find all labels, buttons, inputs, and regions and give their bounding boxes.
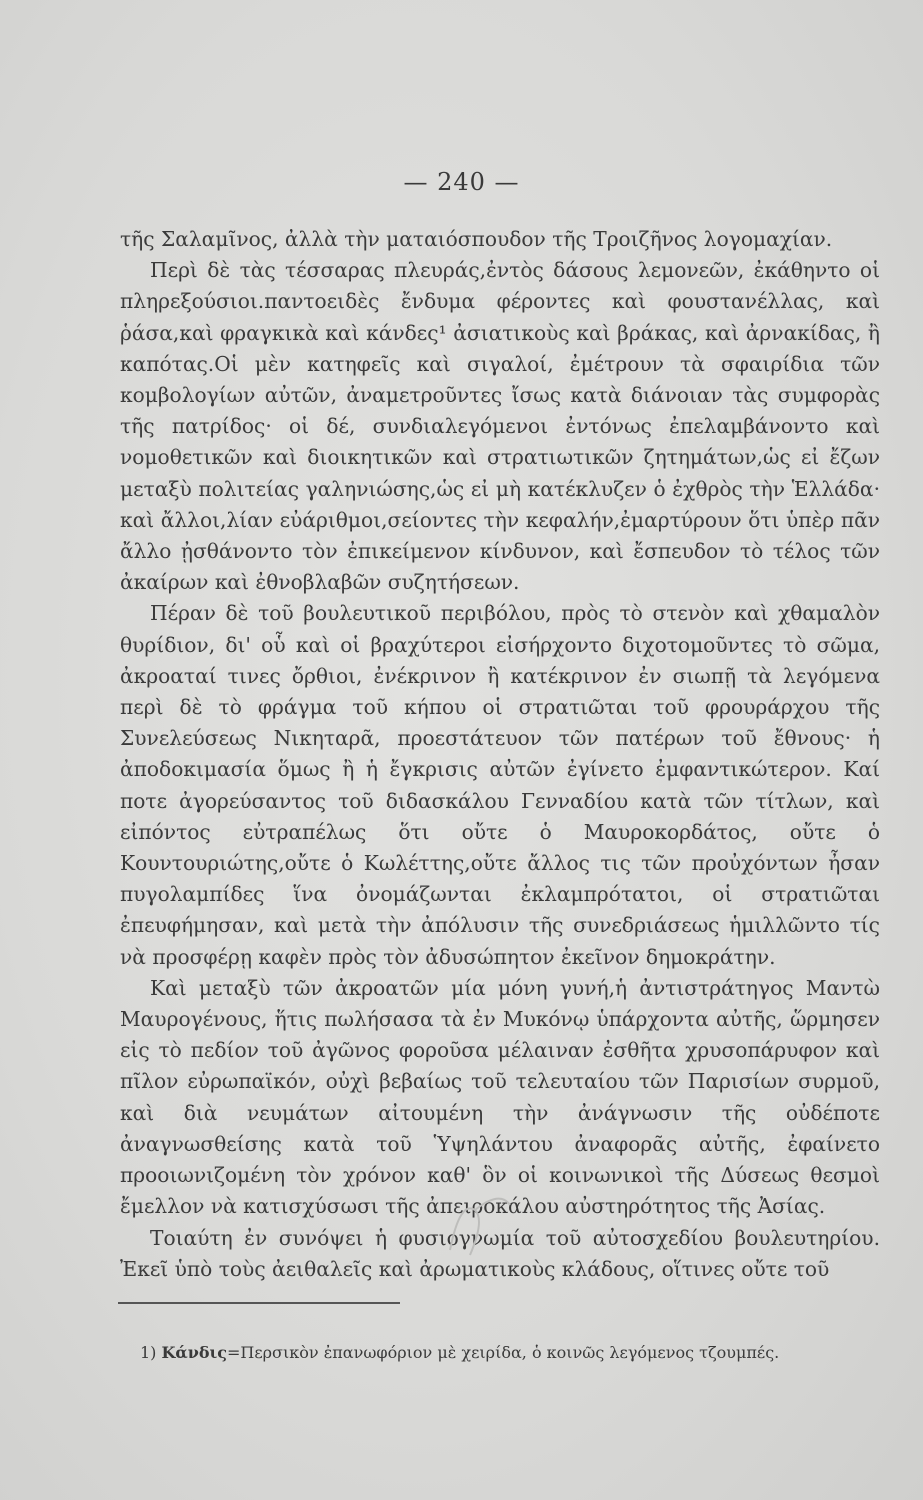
paragraph-3: Πέραν δὲ τοῦ βουλευτικοῦ περιβόλου, πρὸς τὸ στενὸν καὶ χθαμαλὸν θυρίδιον, δι' οὗ καὶ οἱ βραχύτεροι εἰσήρχοντο διχοτομοῦντες τὸ σῶμα, ἀκροαταί τινες ὄρθιοι, ἐνέκρινον ἢ κατέκρινον ἐν σιωπῇ τὰ λεγόμενα περὶ δὲ τὸ φράγμα τοῦ κήπου οἱ στρατιῶται τοῦ φρουράρχου τῆς Συνελεύσεως Νικηταρᾶ, προεστάτευον τῶν πατέρων τοῦ ἔθνους· ἡ ἀποδοκιμασία ὅμως ἢ ἡ ἔγκρισις αὐτῶν ἐγίνετο ἐμφαντικώτερον. Καί ποτε ἀγορεύσαντος τοῦ διδασκάλου Γενναδίου κατὰ τῶν τίτλων, καὶ εἰπόντος εὐτραπέλως ὅτι οὔτε ὁ Μαυροκορδάτος, οὔτε ὁ Κουντουριώτης,οὔτε ὁ Κωλέττης,οὔτε ἄλλος τις τῶν προὐχόντων ἦσαν πυγολαμπίδες ἵνα ὀνομάζωνται ἐκλαμπρότατοι, οἱ στρατιῶται ἐπευφήμησαν, καὶ μετὰ τὴν ἀπόλυσιν τῆς συνεδριάσεως ἡμιλλῶντο τίς νὰ προσφέρῃ καφὲν πρὸς τὸν ἀδυσώπητον ἐκεῖνον δημοκράτην. bbox=[120, 601, 880, 969]
footnote-rule bbox=[118, 1302, 400, 1304]
page-number: — 240 — bbox=[403, 168, 520, 196]
footnote-marker: 1) bbox=[140, 1343, 157, 1362]
body-text bbox=[120, 224, 880, 1285]
paragraph-5: Τοιαύτη ἐν συνόψει ἡ φυσιογνωμία τοῦ αὐτοσχεδίου βουλευτηρίου. Ἐκεῖ ὑπὸ τοὺς ἀειθαλεῖς καὶ ἀρωματικοὺς κλάδους, οἵτινες οὔτε τοῦ bbox=[120, 1225, 880, 1281]
paragraph-4: Καὶ μεταξὺ τῶν ἀκροατῶν μία μόνη γυνή,ἡ ἀντιστράτηγος Μαντὼ Μαυρογένους, ἥτις πωλήσασα τὰ ἐν Μυκόνῳ ὑπάρχοντα αὐτῆς, ὥρμησεν εἰς τὸ πεδίον τοῦ ἀγῶνος φοροῦσα μέλαιναν ἐσθῆτα χρυσοπάρυφον καὶ πῖλον εὐρωπαϊκόν, οὐχὶ βεβαίως τοῦ τελευταίου τῶν Παρισίων συρμοῦ, καὶ διὰ νευμάτων αἰτουμένη τὴν ἀνάγνωσιν τῆς οὐδέποτε ἀναγνωσθείσης κατὰ τοῦ Ὑψηλάντου ἀναφορᾶς αὐτῆς, ἐφαίνετο προοιωνιζομένη τὸν χρόνον καθ' ὃν οἱ κοινωνικοὶ τῆς Δύσεως θεσμοὶ ἔμελλον νὰ κατισχύσωσι τῆς ἀπειροκάλου αὐστηρότητος τῆς Ἀσίας. bbox=[120, 975, 880, 1219]
footnote-text: Περσικὸν ἐπανωφόριον μὲ χειρίδα, ὁ κοινῶς λεγόμενος τζουμπές. bbox=[240, 1343, 780, 1362]
footnote-separator: = bbox=[227, 1343, 241, 1362]
footnote bbox=[140, 1342, 885, 1364]
pencil-mark-icon bbox=[430, 1180, 520, 1270]
paragraph-2: Περὶ δὲ τὰς τέσσαρας πλευράς,ἐντὸς δάσους λεμονεῶν, ἐκάθηντο οἱ πληρεξούσιοι.παντοειδὲς ἔνδυμα φέροντες καὶ φουστανέλλας, καὶ ῥάσα,καὶ φραγκικὰ καὶ κάνδες¹ ἀσιατικοὺς καὶ βράκας, καὶ ἀρνακίδας, ἢ καπότας.Οἱ μὲν κατηφεῖς καὶ σιγαλοί, ἐμέτρουν τὰ σφαιρίδια τῶν κομβολογίων αὐτῶν, ἀναμετροῦντες ἴσως κατὰ διάνοιαν τὰς συμφορὰς τῆς πατρίδος· οἱ δέ, συνδιαλεγόμενοι ἐντόνως ἐπελαμβάνοντο καὶ νομοθετικῶν καὶ διοικητικῶν καὶ στρατιωτικῶν ζητημάτων,ὡς εἰ ἔζων μεταξὺ πολιτείας γαληνιώσης,ὡς εἰ μὴ κατέκλυζεν ὁ ἐχθρὸς τὴν Ἑλλάδα· καὶ ἄλλοι,λίαν εὐάριθμοι,σείοντες τὴν κεφαλήν,ἐμαρτύρουν ὅτι ὑπὲρ πᾶν ἄλλο ᾐσθάνοντο τὸν ἐπικείμενον κίνδυνον, καὶ ἔσπευδον τὸ τέλος τῶν ἀκαίρων καὶ ἐθνοβλαβῶν συζητήσεων. bbox=[120, 258, 880, 595]
footnote-term: Κάνδις bbox=[161, 1343, 227, 1362]
paragraph-1: τῆς Σαλαμῖνος, ἀλλὰ τὴν ματαιόσπουδον τῆς Τροιζῆνος λογομαχίαν. bbox=[120, 227, 833, 251]
